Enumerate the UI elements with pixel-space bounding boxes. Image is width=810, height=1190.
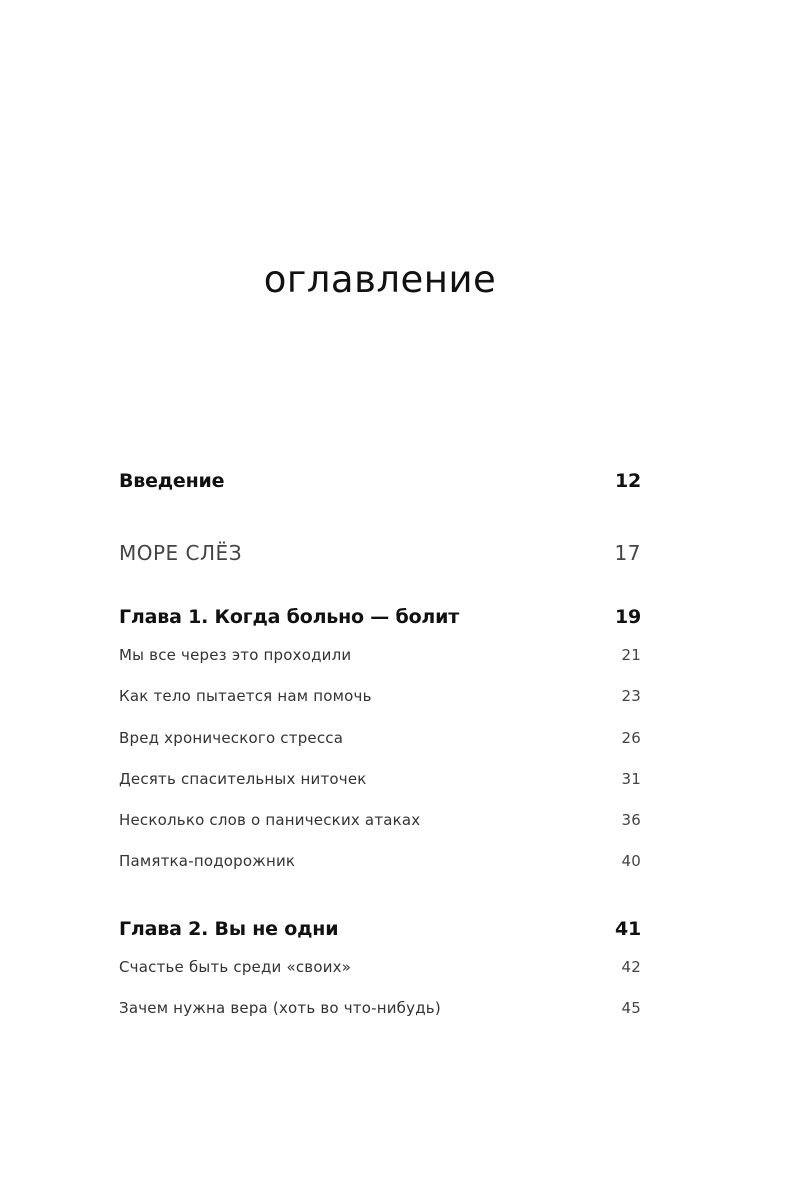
toc-entry-intro[interactable]: [119, 470, 641, 492]
toc-entry-page: 12: [614, 470, 641, 492]
toc-entry-chapter-2[interactable]: [119, 918, 641, 940]
toc-entry-page: 40: [621, 852, 641, 870]
toc-entry-label: Несколько слов о панических атаках: [119, 811, 421, 829]
toc-entry-section[interactable]: [119, 999, 641, 1017]
toc-entry-label: МОРЕ СЛЁЗ: [119, 541, 243, 565]
toc-entry-page: 17: [614, 541, 641, 565]
toc-entry-label: Глава 2. Вы не одни: [119, 918, 339, 940]
toc-entry-label: Памятка-подорожник: [119, 852, 296, 870]
toc-entry-section[interactable]: [119, 646, 641, 664]
toc-entry-page: 26: [621, 729, 641, 747]
toc-entry-page: 19: [614, 606, 641, 628]
toc-entry-label: Глава 1. Когда больно — болит: [119, 606, 460, 628]
toc-entry-page: 41: [614, 918, 641, 940]
toc-entry-section[interactable]: [119, 729, 641, 747]
toc-entry-page: 21: [621, 646, 641, 664]
toc-entry-label: Мы все через это проходили: [119, 646, 352, 664]
toc-entry-label: Счастье быть среди «своих»: [119, 958, 352, 976]
toc-entry-section[interactable]: [119, 811, 641, 829]
toc-entry-section[interactable]: [119, 687, 641, 705]
toc-entry-section[interactable]: [119, 770, 641, 788]
toc-entry-page: 42: [621, 958, 641, 976]
toc-entry-chapter-1[interactable]: [119, 606, 641, 628]
toc-entry-label: Как тело пытается нам помочь: [119, 687, 372, 705]
page-title: оглавление: [263, 258, 497, 301]
toc-entry-label: Введение: [119, 470, 225, 492]
toc-entry-page: 23: [621, 687, 641, 705]
toc-entry-page: 45: [621, 999, 641, 1017]
toc-entry-part-1[interactable]: [119, 541, 641, 565]
toc-entry-section[interactable]: [119, 852, 641, 870]
toc-entry-section[interactable]: [119, 958, 641, 976]
toc-entry-label: Вред хронического стресса: [119, 729, 344, 747]
toc-entry-page: 31: [621, 770, 641, 788]
toc-entry-label: Десять спасительных ниточек: [119, 770, 367, 788]
toc-entry-page: 36: [621, 811, 641, 829]
toc-entry-label: Зачем нужна вера (хоть во что-нибудь): [119, 999, 441, 1017]
